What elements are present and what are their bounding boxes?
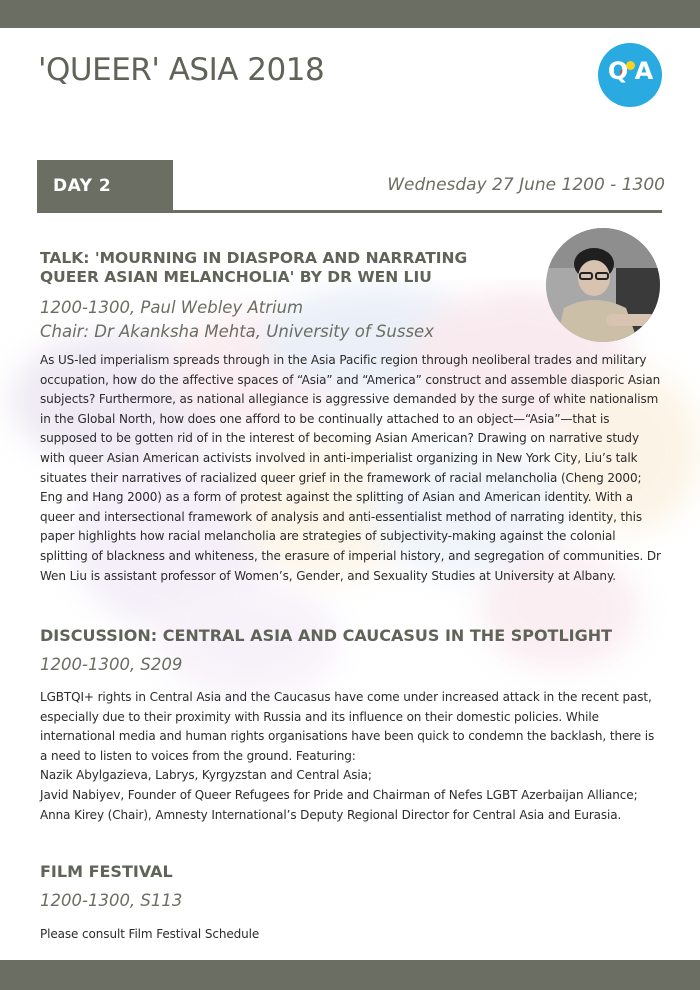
bottom-bar bbox=[0, 960, 700, 990]
top-bar bbox=[0, 0, 700, 28]
section-divider bbox=[37, 210, 662, 213]
speaker-item: Javid Nabiyev, Founder of Queer Refugees for Pride and Chairman of Nefes LGBT Azerbaijan Alliance; bbox=[40, 787, 638, 802]
discussion-title: DISCUSSION: CENTRAL ASIA AND CAUCASUS IN THE SPOTLIGHT bbox=[40, 626, 613, 645]
talk-title: TALK: 'MOURNING IN DIASPORA AND NARRATING QUEER ASIAN MELANCHOLIA' BY DR WEN LIU bbox=[40, 249, 468, 286]
day-date: Wednesday 27 June 1200 - 1300 bbox=[387, 175, 665, 195]
film-festival-note: Please consult Film Festival Schedule bbox=[40, 927, 260, 941]
film-festival-title: FILM FESTIVAL bbox=[40, 862, 173, 881]
talk-time-location: 1200-1300, Paul Webley Atrium bbox=[40, 298, 304, 317]
speaker-item: Anna Kirey (Chair), Amnesty International’s Deputy Regional Director for Central Asia and Eurasia. bbox=[40, 807, 622, 822]
talk-chair: Chair: Dr Akanksha Mehta, University of Sussex bbox=[40, 322, 434, 341]
discussion-description bbox=[40, 688, 665, 825]
discussion-time-location: 1200-1300, S209 bbox=[40, 655, 183, 674]
day-badge bbox=[37, 160, 173, 212]
speaker-portrait bbox=[546, 228, 660, 342]
discussion-intro: LGBTQI+ rights in Central Asia and the Caucasus have come under increased attack in the recent past, especially due to their proximity with Russia and its influence on their domestic policies. While international media and human rights organisations have been quick to condemn the backlash, there is a need to listen to voices from the ground. Featuring: bbox=[40, 690, 655, 763]
event-title: 'QUEER' ASIA 2018 bbox=[38, 52, 325, 88]
logo-text: Q A bbox=[607, 57, 653, 85]
portrait-image bbox=[546, 228, 660, 342]
speaker-item: Nazik Abylgazieva, Labrys, Kyrgyzstan and Central Asia; bbox=[40, 768, 372, 783]
day-label: DAY 2 bbox=[53, 176, 112, 196]
talk-abstract: As US-led imperialism spreads through in the Asia Pacific region through neoliberal trades and military occupation, how do the affective spaces of “Asia” and “America” construct and assemble diasporic Asian subjects? Furthermore, as national allegiance is aggressive demanded by the surge of white nationalism in the Global North, how does one afford to be continually attached to an object—“Asia”—that is supposed to be gotten rid of in the interest of becoming Asian American? Drawing on narrative study with queer Asian American activists involved in anti-imperialist organizing in New York City, Liu’s talk situates their narratives of racialized queer grief in the framework of racial melancholia (Cheng 2000; Eng and Hang 2000) as a form of protest against the splitting of Asian and American identity. With a queer and intersectional framework of analysis and anti-essentialist method of narrating identity, this paper highlights how racial melancholia are strategies of subjectivity-making against the colonial splitting of blackness and whiteness, the erasure of imperial history, and segregation of communities. Dr Wen Liu is assistant professor of Women’s, Gender, and Sexuality Studies at University at Albany. bbox=[40, 353, 661, 583]
film-festival-time-location: 1200-1300, S113 bbox=[40, 891, 183, 910]
queer-asia-logo bbox=[598, 43, 662, 107]
